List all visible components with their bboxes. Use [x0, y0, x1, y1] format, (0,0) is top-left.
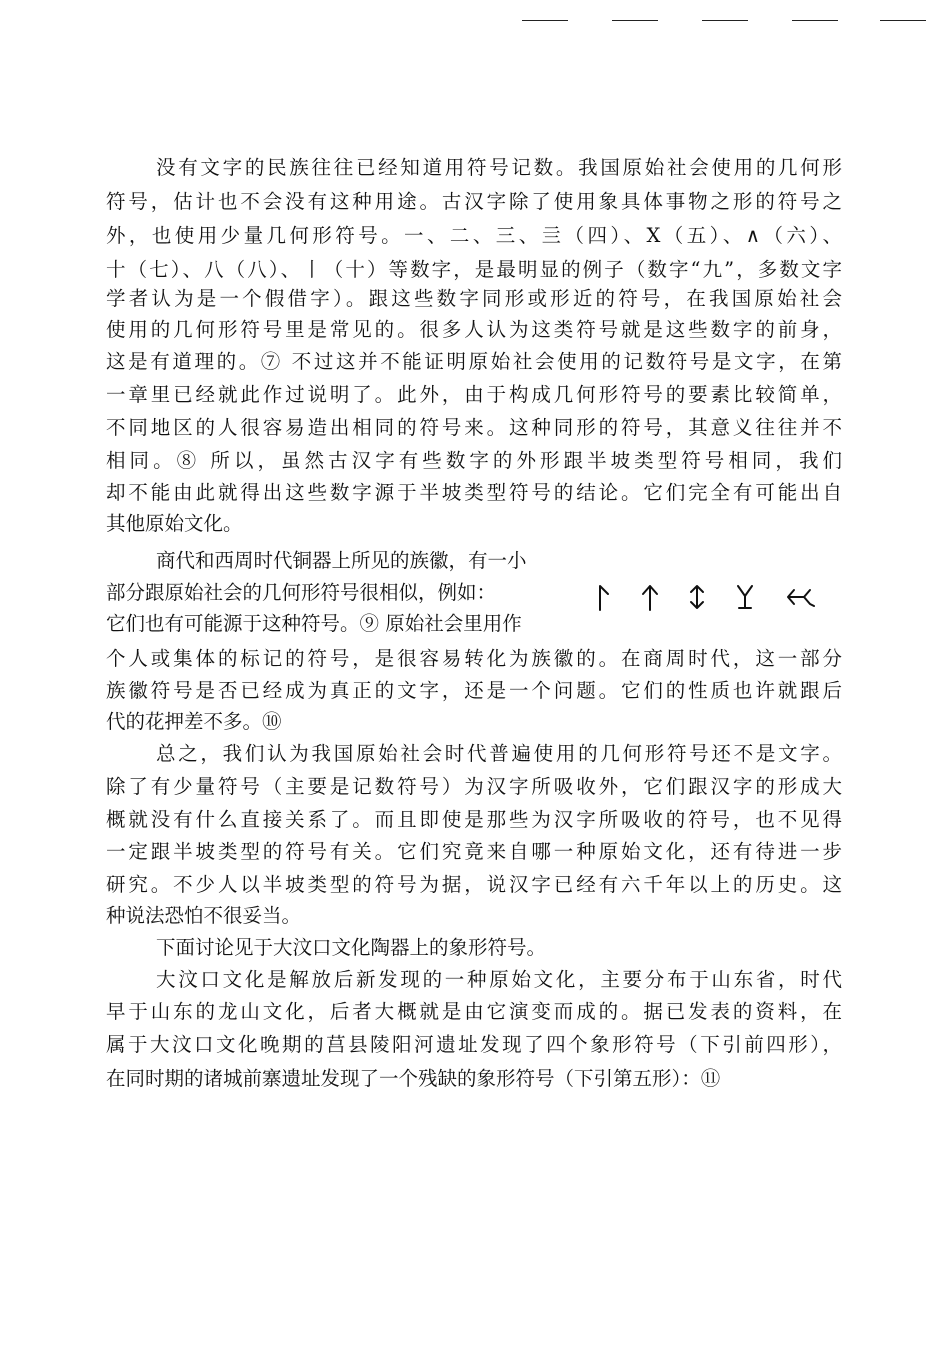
body-text-line: 不同地区的人很容易造出相同的符号来。这种同形的符号，其意义往往并不: [106, 416, 842, 439]
header-rule: [792, 20, 838, 21]
body-text-line: 下面讨论见于大汶口文化陶器上的象形符号。: [156, 936, 547, 959]
body-text-line: 属于大汶口文化晚期的莒县陵阳河遗址发现了四个象形符号（下引前四形），: [106, 1033, 842, 1056]
emblem-symbol-1: [600, 586, 608, 610]
emblem-symbol-2: [643, 586, 657, 610]
body-text-line: 没有文字的民族往往已经知道用符号记数。我国原始社会使用的几何形: [156, 156, 842, 179]
clan-emblem-symbols: [588, 582, 828, 612]
body-text-line: 大汶口文化是解放后新发现的一种原始文化，主要分布于山东省，时代: [156, 968, 842, 991]
header-rule: [522, 20, 568, 21]
body-text-line: 族徽符号是否已经成为真正的文字，还是一个问题。它们的性质也许就跟后: [106, 679, 842, 702]
body-text-line: 相同。⑧ 所以，虽然古汉字有些数字的外形跟半坡类型符号相同，我们: [106, 449, 842, 472]
emblem-symbol-3: [691, 586, 703, 608]
body-text-line: 外，也使用少量几何形符号。一、二、三、亖（四）、X（五）、∧（六）、: [106, 224, 842, 247]
body-text-line: 早于山东的龙山文化，后者大概就是由它演变而成的。据已发表的资料，在: [106, 1000, 842, 1023]
body-text-line: 符号，估计也不会没有这种用途。古汉字除了使用象具体事物之形的符号之: [106, 190, 842, 213]
body-text-line: 个人或集体的标记的符号，是很容易转化为族徽的。在商周时代，这一部分: [106, 647, 842, 670]
header-rule: [702, 20, 748, 21]
body-text-line: 这是有道理的。⑦ 不过这并不能证明原始社会使用的记数符号是文字，在第: [106, 350, 842, 373]
body-text-line: 一章里已经就此作过说明了。此外，由于构成几何形符号的要素比较简单，: [106, 383, 842, 406]
body-text-line: 研究。不少人以半坡类型的符号为据，说汉字已经有六千年以上的历史。这: [106, 873, 842, 896]
body-text-line: 它们也有可能源于这种符号。⑨ 原始社会里用作: [106, 612, 522, 635]
emblem-symbol-5: [788, 590, 814, 606]
body-text-line: 商代和西周时代铜器上所见的族徽，有一小: [156, 549, 527, 572]
body-text-line: 一定跟半坡类型的符号有关。它们究竟来自哪一种原始文化，还有待进一步: [106, 840, 842, 863]
body-text-line: 总之，我们认为我国原始社会时代普遍使用的几何形符号还不是文字。: [156, 742, 842, 765]
emblem-symbol-4: [738, 586, 752, 608]
body-text-line: 除了有少量符号（主要是记数符号）为汉字所吸收外，它们跟汉字的形成大: [106, 775, 842, 798]
body-text-line: 十（七）、八（八）、丨（十）等数字，是最明显的例子（数字“九”，多数文字: [106, 258, 842, 281]
body-text-line: 却不能由此就得出这些数字源于半坡类型符号的结论。它们完全有可能出自: [106, 481, 842, 504]
body-text-line: 概就没有什么直接关系了。而且即使是那些为汉字所吸收的符号，也不见得: [106, 808, 842, 831]
body-text-line: 在同时期的诸城前寨遗址发现了一个残缺的象形符号（下引第五形）：⑪: [106, 1067, 721, 1090]
body-text-line: 代的花押差不多。⑩: [106, 710, 282, 733]
emblem-figure: [588, 582, 828, 612]
header-rule: [612, 20, 658, 21]
body-text-line: 学者认为是一个假借字）。跟这些数字同形或形近的符号，在我国原始社会: [106, 287, 842, 310]
body-text-line: 使用的几何形符号里是常见的。很多人认为这类符号就是这些数字的前身，: [106, 318, 842, 341]
header-rule: [880, 20, 926, 21]
body-text-line: 种说法恐怕不很妥当。: [106, 904, 302, 927]
body-text-line: 其他原始文化。: [106, 512, 243, 535]
body-text-line: 部分跟原始社会的几何形符号很相似，例如：: [106, 581, 497, 604]
